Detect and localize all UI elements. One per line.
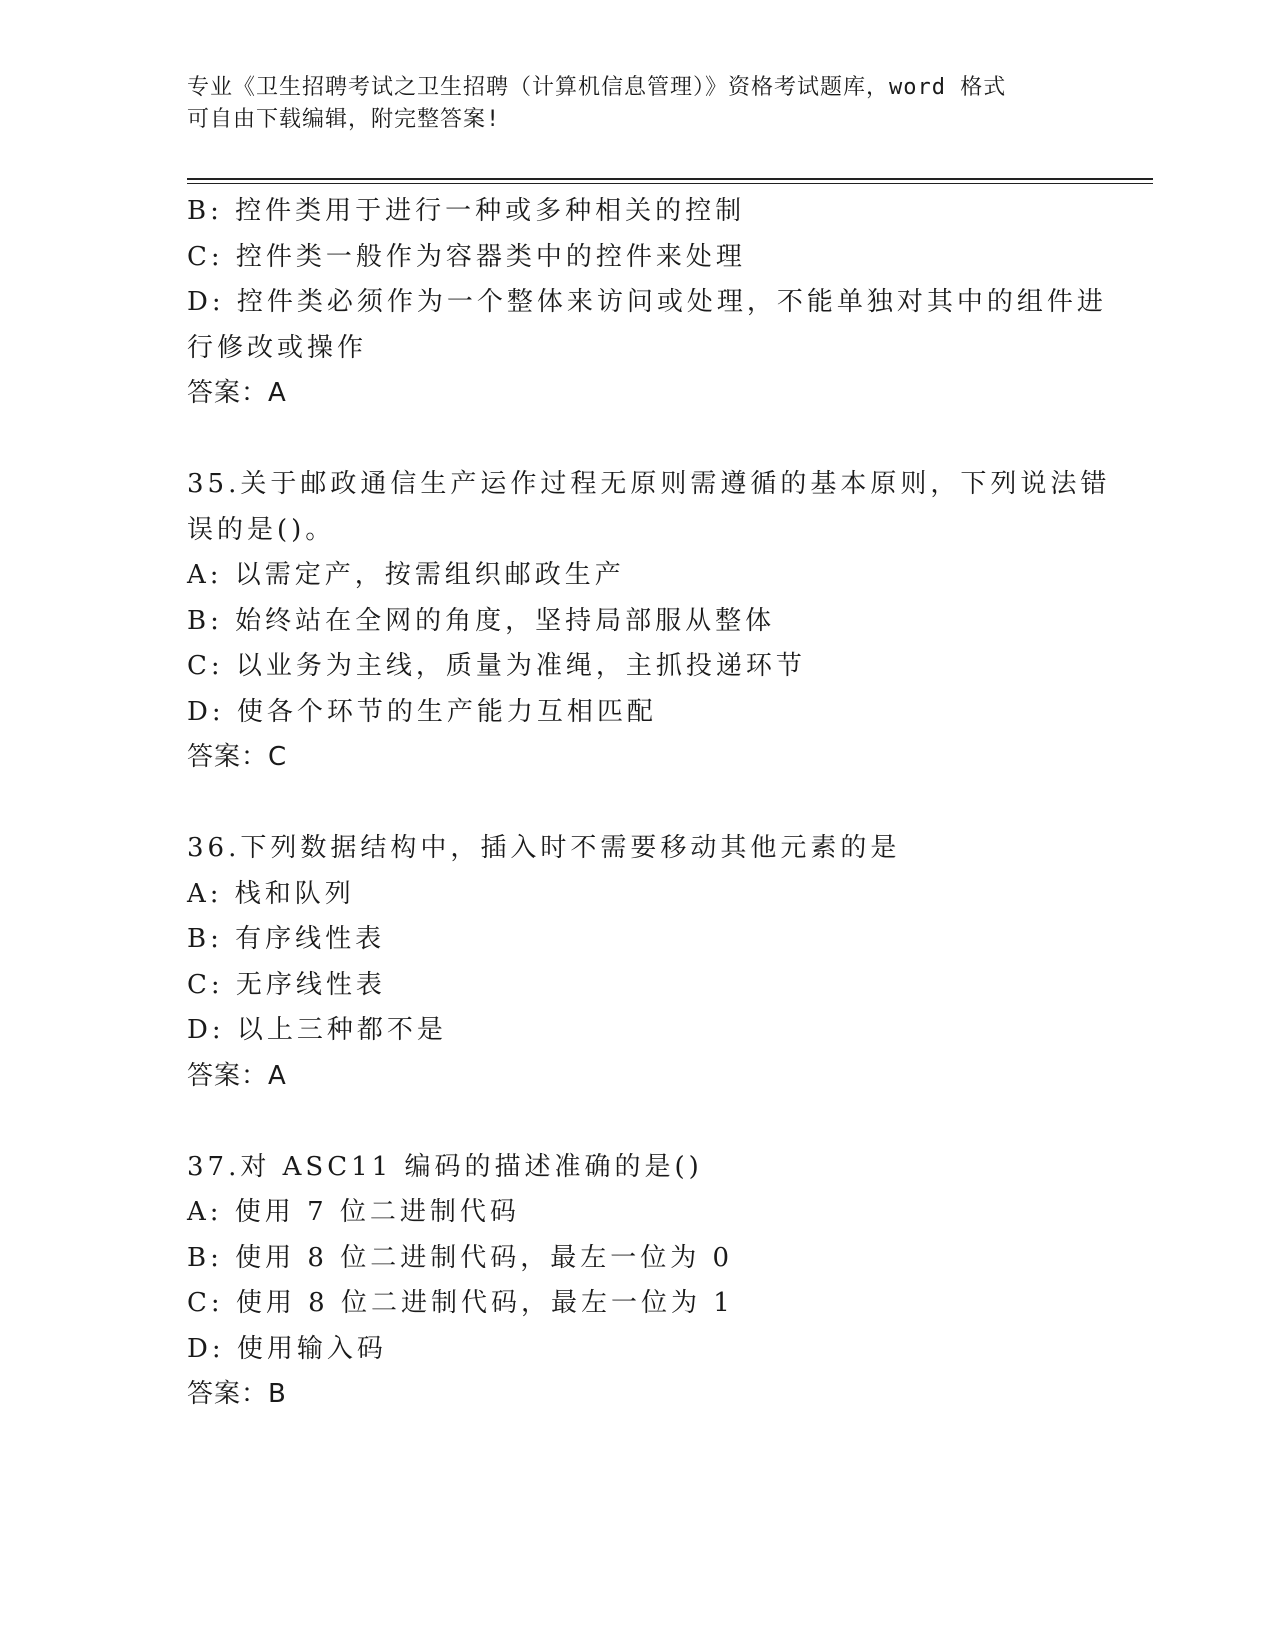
option-c: C: 使用 8 位二进制代码，最左一位为 1: [187, 1288, 734, 1318]
question-stem-continued: 误的是()。: [187, 514, 336, 545]
option-b: B: 控件类用于进行一种或多种相关的控制: [187, 196, 746, 226]
option-d: D: 使各个环节的生产能力互相匹配: [187, 696, 657, 727]
option-a: A: 使用 7 位二进制代码: [187, 1197, 520, 1227]
header-divider-thick: [187, 178, 1153, 180]
option-a: A: 栈和队列: [187, 878, 355, 909]
question-34-continued: [187, 189, 1107, 417]
header-line-1: 专业《卫生招聘考试之卫生招聘（计算机信息管理）》资格考试题库，word 格式: [187, 75, 1007, 100]
header-divider-thin: [187, 183, 1153, 184]
question-list: [187, 189, 1111, 1418]
question-stem: 35.关于邮政通信生产运作过程无原则需遵循的基本原则，下列说法错: [187, 469, 1111, 499]
answer-label: 答案：A: [187, 1060, 287, 1091]
option-b: B: 始终站在全网的角度，坚持局部服从整体: [187, 605, 776, 636]
question-spacer: [187, 1099, 1107, 1145]
option-c: C: 控件类一般作为容器类中的控件来处理: [187, 241, 746, 272]
question-37: [187, 1145, 1107, 1418]
question-35: [187, 462, 1111, 781]
option-a: A: 以需定产，按需组织邮政生产: [187, 560, 625, 590]
option-d: D: 以上三种都不是: [187, 1015, 447, 1045]
question-spacer: [187, 417, 1107, 463]
option-d: D: 控件类必须作为一个整体来访问或处理，不能单独对其中的组件进: [187, 287, 1107, 317]
question-36: [187, 826, 1107, 1099]
page-header: [187, 72, 1087, 136]
option-c: C: 以业务为主线，质量为准绳，主抓投递环节: [187, 651, 806, 681]
question-spacer: [187, 781, 1107, 827]
option-c: C: 无序线性表: [187, 969, 386, 1000]
option-d-continued: 行修改或操作: [187, 332, 368, 363]
option-b: B: 使用 8 位二进制代码，最左一位为 0: [187, 1242, 734, 1273]
answer-label: 答案：B: [187, 1379, 287, 1409]
question-stem: 36.下列数据结构中，插入时不需要移动其他元素的是: [187, 833, 901, 863]
answer-label: 答案：C: [187, 742, 288, 772]
header-line-2: 可自由下载编辑，附完整答案!: [187, 107, 501, 132]
option-d: D: 使用输入码: [187, 1333, 387, 1364]
option-b: B: 有序线性表: [187, 924, 386, 954]
answer-label: 答案：A: [187, 378, 287, 408]
question-stem: 37.对 ASC11 编码的描述准确的是(): [187, 1151, 703, 1182]
